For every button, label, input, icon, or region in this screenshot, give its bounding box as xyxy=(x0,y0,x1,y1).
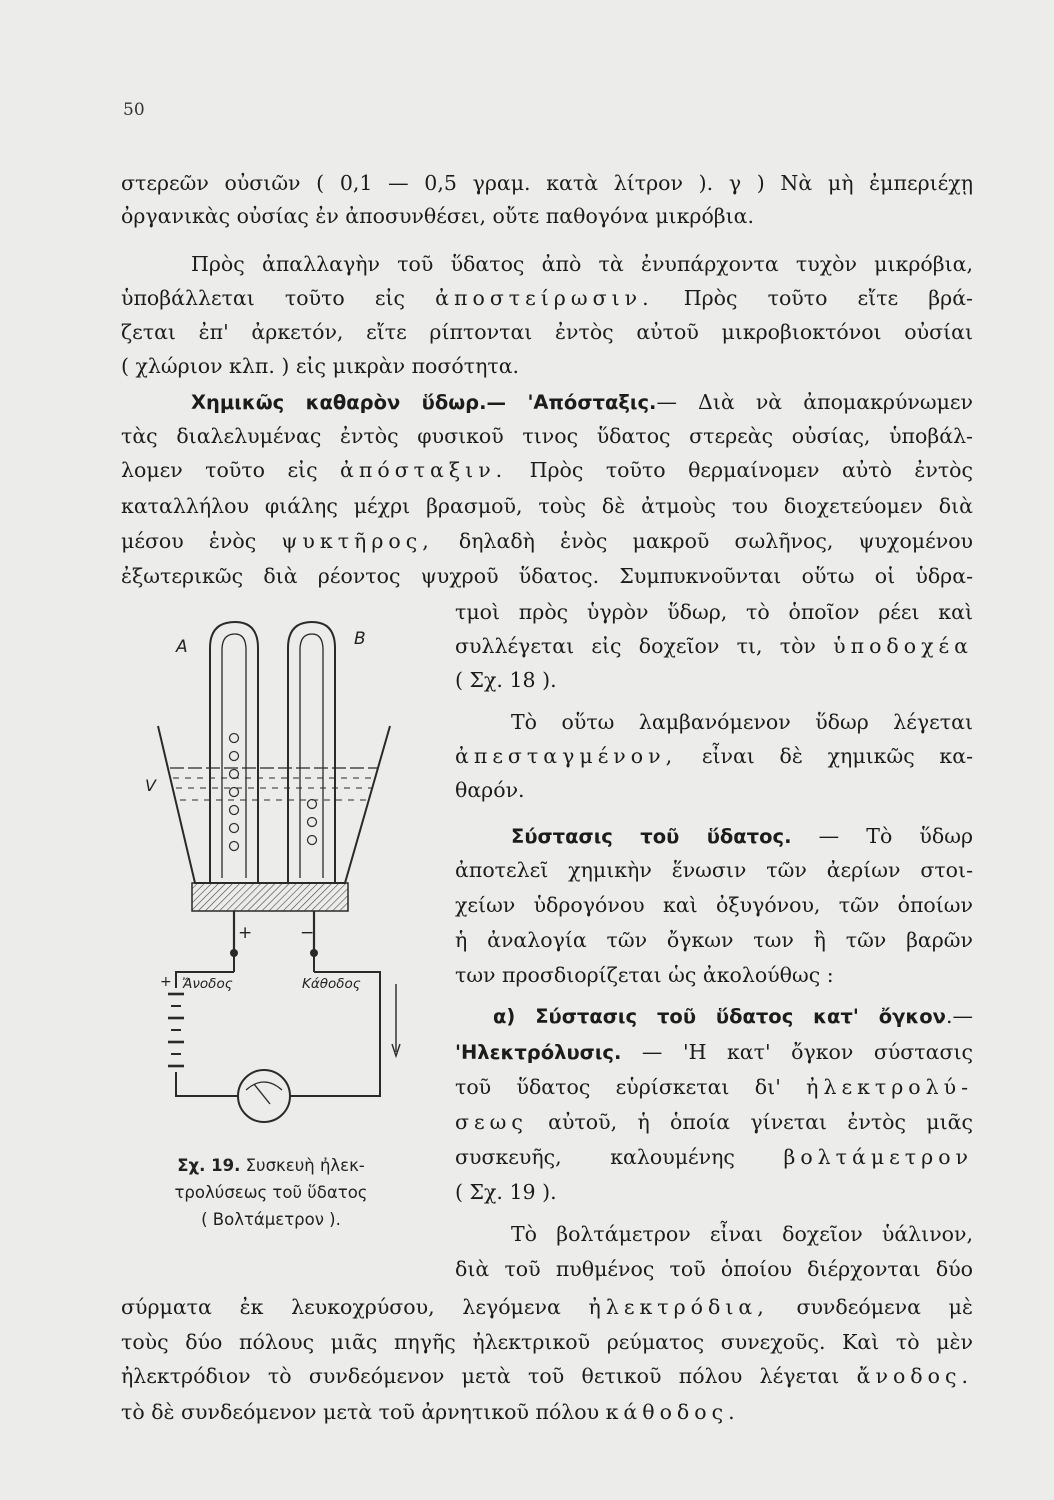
text-line: καταλλήλου φιάλης μέχρι βρασμοῦ, τοὺς δὲ ἀτμοὺς του διοχετεύομεν διὰ xyxy=(121,494,973,518)
label-v: V xyxy=(145,776,156,795)
subsection-heading: 'Ηλεκτρόλυσις. xyxy=(455,1041,622,1064)
spaced-term: ἀποστείρωσιν. xyxy=(435,286,654,310)
text-line xyxy=(455,1077,973,1098)
vessel xyxy=(158,726,390,883)
text-line: χείων ὑδρογόνου καὶ ὀξυγόνου, τῶν ὁποίων xyxy=(455,893,973,917)
text-line: ἐξωτερικῶς διὰ ρέοντος ψυχροῦ ὕδατος. Συμπυκνοῦνται οὕτω οἱ ὑδρα- xyxy=(121,564,973,588)
spaced-term: κάθοδος. xyxy=(605,1400,740,1424)
section-heading-line xyxy=(121,392,973,413)
spaced-term: ἠλεκτρόδια, xyxy=(588,1295,769,1319)
text-fragment: εἶναι δὲ χημικῶς κα- xyxy=(677,744,973,768)
text-fragment: λομεν τοῦτο εἰς xyxy=(121,458,341,482)
spaced-term: ὑποδοχέα xyxy=(833,634,973,658)
text-fragment: μέσου ἑνὸς xyxy=(121,529,282,553)
text-line: ὀργανικὰς οὐσίας ἐν ἀποσυνθέσει, οὔτε παθογόνα μικρόβια. xyxy=(121,204,755,228)
spaced-term: ἄνοδος. xyxy=(856,1364,973,1388)
text-fragment: συνδεόμενα μὲ xyxy=(768,1295,973,1319)
text-line xyxy=(455,746,973,767)
text-fragment: Πρὸς τοῦτο εἴτε βρά- xyxy=(653,286,973,310)
label-a: A xyxy=(176,637,188,657)
text-fragment: — Τὸ ὕδωρ xyxy=(791,824,974,848)
text-line: θαρόν. xyxy=(455,778,525,802)
text-fragment: .— xyxy=(945,1004,973,1028)
spaced-term: ἀπεσταγμένον, xyxy=(455,744,678,768)
text-line: διὰ τοῦ πυθμένος τοῦ ὁποίου διέρχονται δύο xyxy=(455,1257,973,1281)
label-anode: Ἄνοδος xyxy=(182,976,233,992)
text-fragment: — 'Η κατ' ὄγκον σύστασις xyxy=(621,1040,973,1064)
text-fragment: συλλέγεται εἰς δοχεῖον τι, τὸν xyxy=(455,634,834,658)
text-line: ἡ ἀναλογία τῶν ὄγκων των ἢ τῶν βαρῶν xyxy=(455,928,973,952)
voltameter-figure xyxy=(140,608,410,968)
text-line: των προσδιορίζεται ὡς ἀκολούθως : xyxy=(455,963,834,987)
label-plus: + xyxy=(238,923,253,943)
caption-text: Συσκευὴ ἠλεκ- xyxy=(240,1156,365,1175)
caption-line: ( Βολτάμετρον ). xyxy=(201,1210,341,1229)
label-minus: − xyxy=(300,923,315,943)
section-heading-line xyxy=(455,826,973,847)
text-fragment: — Διὰ νὰ ἀπομακρύνωμεν xyxy=(656,390,973,414)
text-line xyxy=(121,1402,973,1423)
battery-plus-label: + xyxy=(160,974,172,990)
section-heading: Χημικῶς καθαρὸν ὕδωρ.— xyxy=(191,391,528,414)
figure-caption xyxy=(140,1152,402,1233)
text-line: τοὺς δύο πόλους μιᾶς πηγῆς ἠλεκτρικοῦ ρεύματος συνεχοῦς. Καὶ τὸ μὲν xyxy=(121,1330,973,1354)
subsection-heading-line xyxy=(455,1006,973,1027)
spaced-term: βολτάμετρον xyxy=(783,1145,973,1169)
text-line xyxy=(121,1366,973,1387)
text-line: τὰς διαλελυμένας ἐντὸς φυσικοῦ τινος ὕδατος στερεὰς οὐσίας, ὑποβάλ- xyxy=(121,424,973,448)
text-fragment: συσκευῆς, καλουμένης xyxy=(455,1145,784,1169)
label-b: B xyxy=(354,629,366,649)
caption-line xyxy=(140,1152,402,1179)
text-line: στερεῶν οὐσιῶν ( 0,1 — 0,5 γραμ. κατὰ λίτρον ). γ ) Νὰ μὴ ἐμπεριέχῃ xyxy=(121,171,973,195)
text-line xyxy=(455,1112,973,1133)
voltameter-diagram xyxy=(140,608,410,968)
subsection-heading: 'Απόσταξις. xyxy=(527,391,657,414)
spaced-term: ἀπόσταξιν. xyxy=(340,458,508,482)
text-line: Τὸ οὕτω λαμβανόμενον ὕδωρ λέγεται xyxy=(511,710,973,734)
text-line: Πρὸς ἀπαλλαγὴν τοῦ ὕδατος ἀπὸ τὰ ἐνυπάρχοντα τυχὸν μικρόβια, xyxy=(191,252,973,276)
text-line xyxy=(121,1297,973,1318)
text-line: ζεται ἐπ' ἀρκετόν, εἴτε ρίπτονται ἐντὸς αὐτοῦ μικροβιοκτόνοι οὐσίαι xyxy=(121,320,973,344)
text-line: ( Σχ. 19 ). xyxy=(455,1180,557,1204)
text-line: ἀποτελεῖ χημικὴν ἕνωσιν τῶν ἀερίων στοι- xyxy=(455,858,973,882)
text-line xyxy=(455,1147,973,1168)
caption-figure-number: Σχ. 19. xyxy=(177,1156,241,1175)
text-fragment: σύρματα ἐκ λευκοχρύσου, λεγόμενα xyxy=(121,1295,589,1319)
text-line xyxy=(121,531,973,552)
tube-a xyxy=(210,622,258,883)
text-line: ( Σχ. 18 ). xyxy=(455,668,557,692)
spaced-term: σεως xyxy=(455,1110,528,1134)
text-line: Τὸ βολτάμετρον εἶναι δοχεῖον ὑάλινον, xyxy=(511,1222,973,1246)
text-line xyxy=(121,288,973,309)
text-line: τμοὶ πρὸς ὑγρὸν ὕδωρ, τὸ ὁποῖον ρέει καὶ xyxy=(455,600,973,624)
text-fragment: ἠλεκτρόδιον τὸ συνδεόμενον μετὰ τοῦ θετικοῦ πόλου λέγεται xyxy=(121,1364,857,1388)
subsection-heading: α) Σύστασις τοῦ ὕδατος κατ' ὄγκον xyxy=(493,1005,946,1028)
text-line xyxy=(455,1042,973,1063)
caption-line: τρολύσεως τοῦ ὕδατος xyxy=(174,1183,368,1202)
section-heading: Σύστασις τοῦ ὕδατος. xyxy=(511,825,792,848)
text-line: ( χλώριον κλπ. ) εἰς μικρὰν ποσότητα. xyxy=(121,354,520,378)
text-fragment: τοῦ ὕδατος εὑρίσκεται δι' xyxy=(455,1075,807,1099)
spaced-term: ψυκτῆρος, xyxy=(281,529,434,553)
text-fragment: δηλαδὴ ἑνὸς μακροῦ σωλῆνος, ψυχομένου xyxy=(433,529,973,553)
text-fragment: Πρὸς τοῦτο θερμαίνομεν αὐτὸ ἐντὸς xyxy=(507,458,973,482)
text-fragment: τὸ δὲ συνδεόμενον μετὰ τοῦ ἀρνητικοῦ πόλου xyxy=(121,1400,606,1424)
spaced-term: ἠλεκτρολύ- xyxy=(806,1075,973,1099)
page-number: 50 xyxy=(123,100,145,120)
label-cathode: Κάθοδος xyxy=(302,976,361,992)
text-line xyxy=(455,636,973,657)
text-line xyxy=(121,460,973,481)
text-fragment: αὐτοῦ, ἡ ὁποία γίνεται ἐντὸς μιᾶς xyxy=(527,1110,973,1134)
circuit-diagram xyxy=(140,956,410,1146)
text-fragment: ὑποβάλλεται τοῦτο εἰς xyxy=(121,286,436,310)
